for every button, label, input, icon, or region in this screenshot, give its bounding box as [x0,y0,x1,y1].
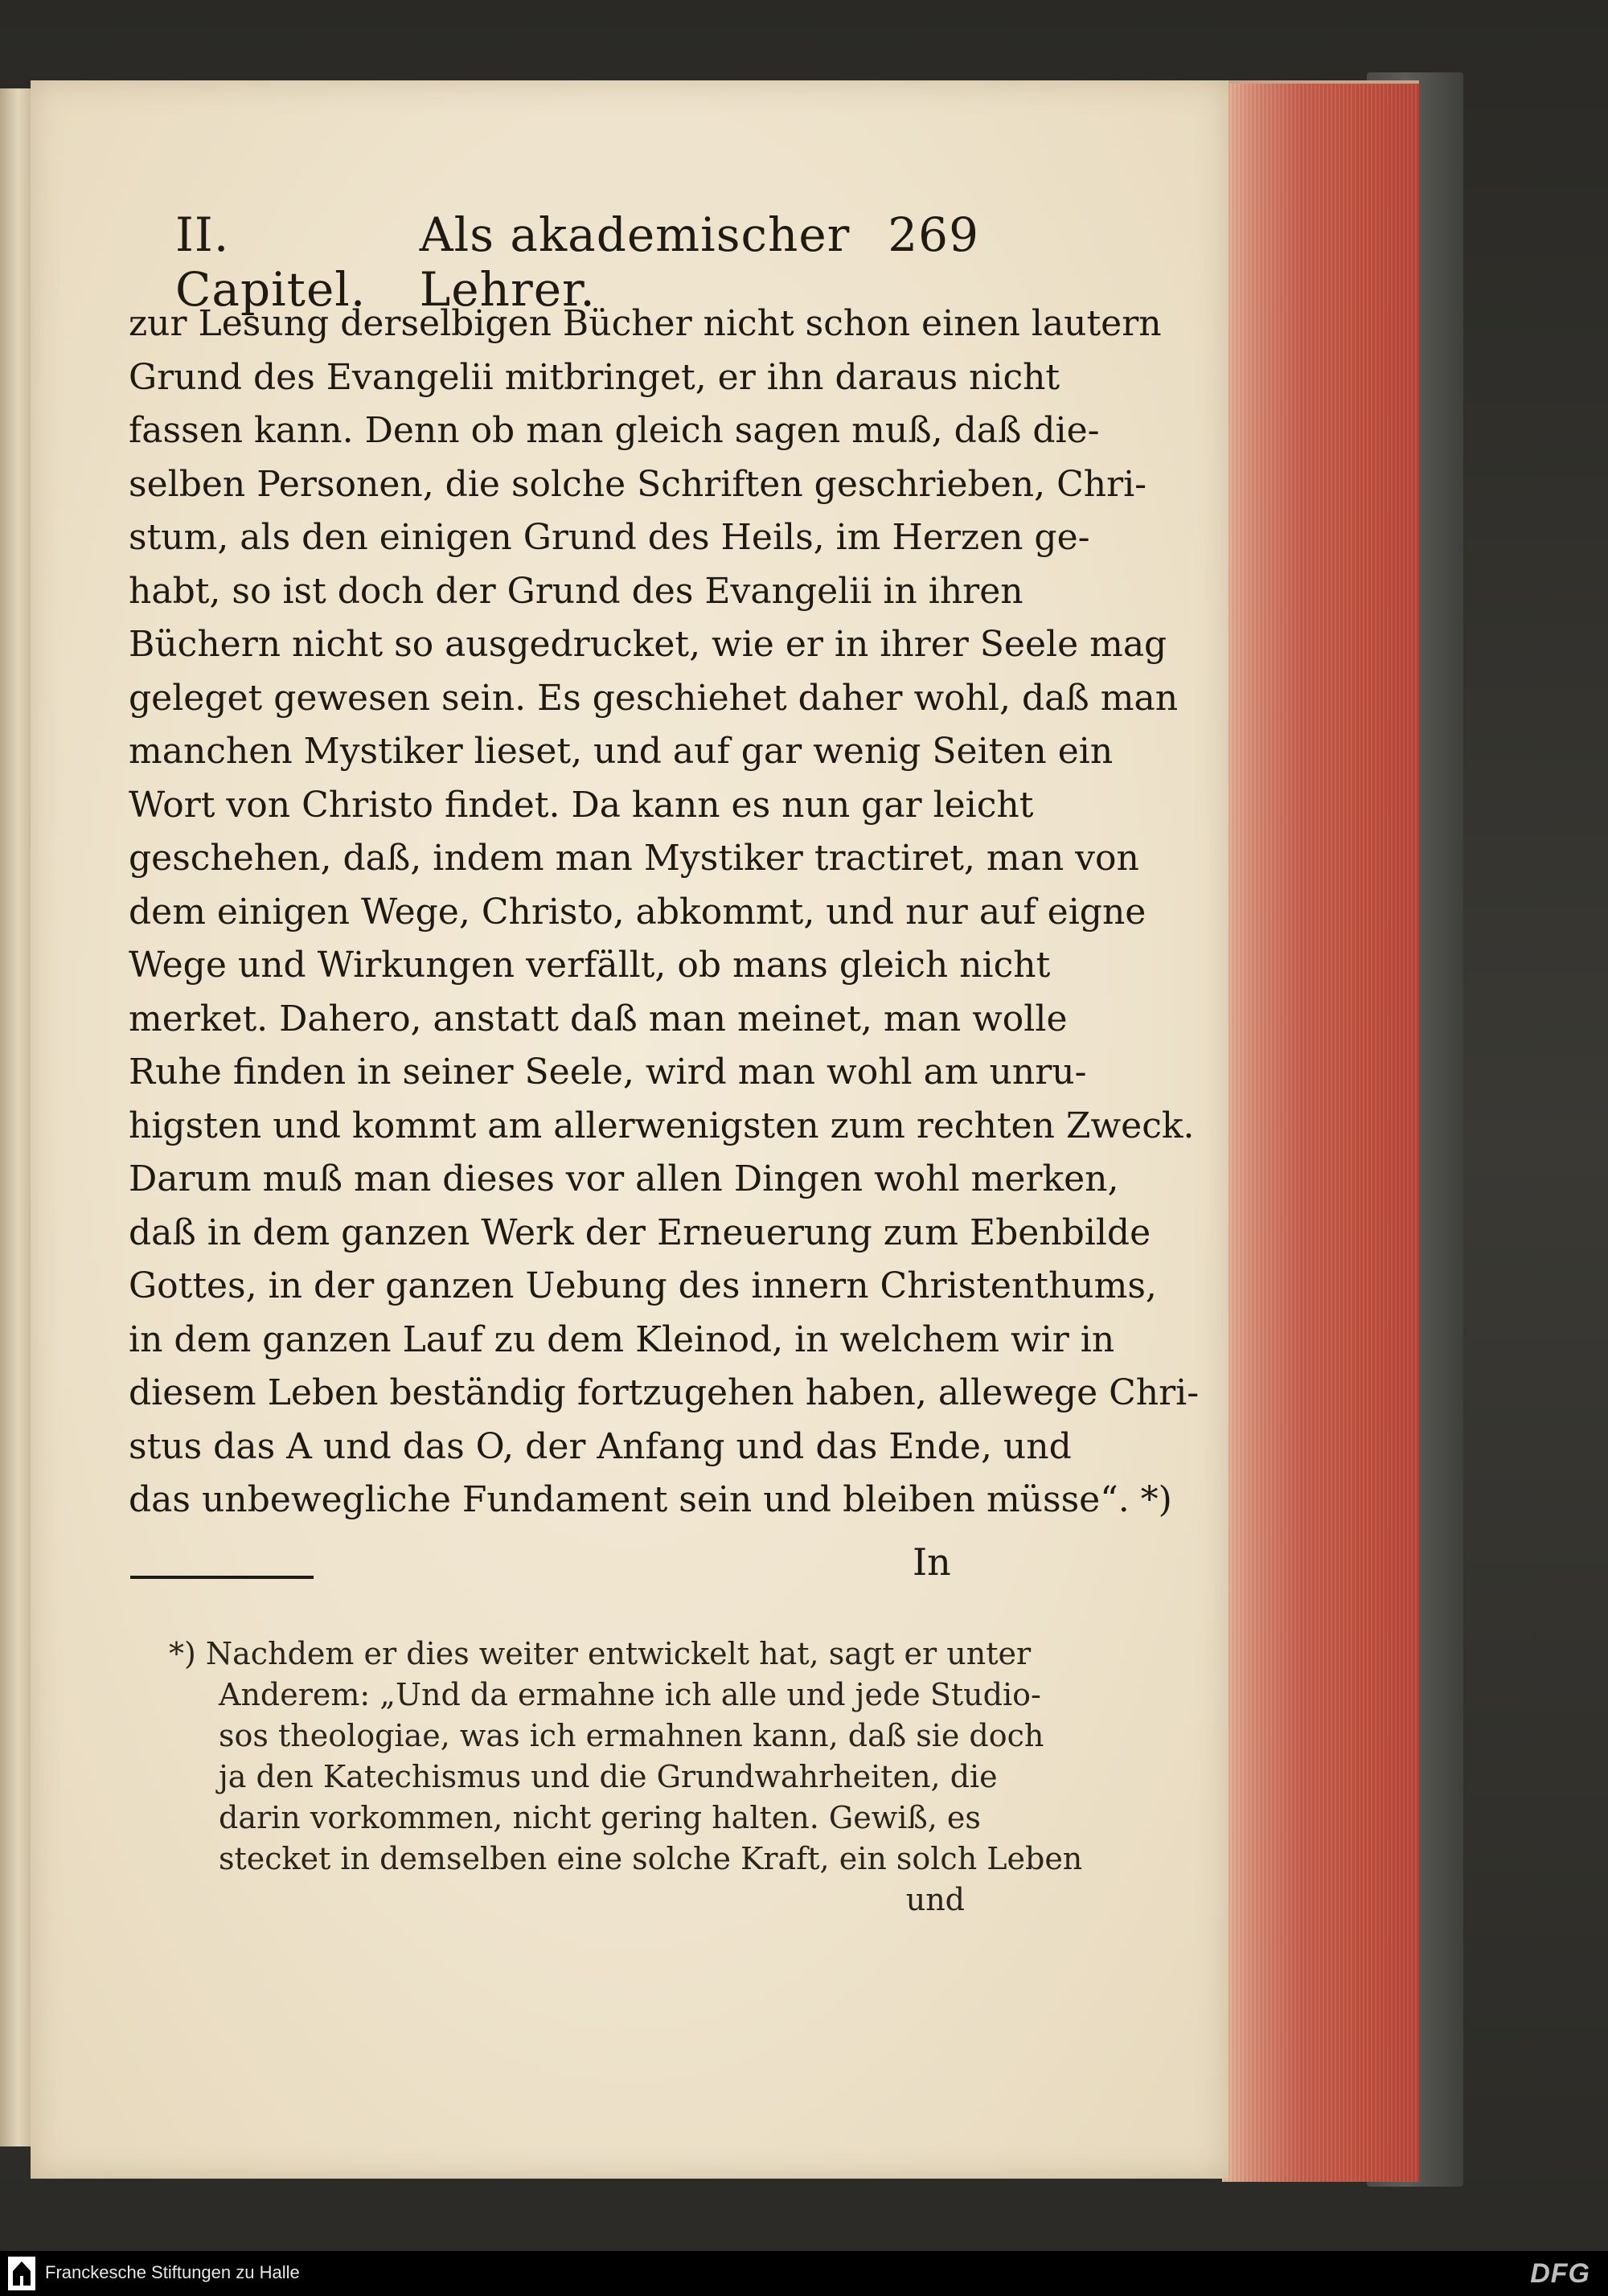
text-line: stum, als den einigen Grund des Heils, im Herzen ge- [129,517,1090,558]
footnote [169,1634,1083,1921]
text-line: Grund des Evangelii mitbringet, er ihn daraus nicht [129,356,1060,398]
running-title: Als akademischer Lehrer. [419,207,851,317]
text-line: selben Personen, die solche Schriften geschrieben, Chri- [129,463,1147,505]
footnote-line: stecket in demselben eine solche Kraft, ein solch Leben [219,1841,1083,1876]
text-line: zur Lesung derselbigen Bücher nicht schon einen lautern [129,303,1162,344]
footnote-line: sos theologiae, was ich ermahnen kann, daß sie doch [219,1718,1044,1753]
text-line: manchen Mystiker lieset, und auf gar wenig Seiten ein [129,731,1114,772]
text-line: geschehen, daß, indem man Mystiker tractiret, man von [129,838,1139,879]
text-line: Darum muß man dieses vor allen Dingen wohl merken, [129,1158,1119,1199]
text-line: daß in dem ganzen Werk der Erneuerung zum Ebenbilde [129,1212,1151,1253]
text-line: stus das A und das O, der Anfang und das Ende, und [129,1425,1072,1467]
facing-page-edge [0,88,32,2146]
text-line: diesem Leben beständig fortzugehen haben, allewege Chri- [129,1372,1200,1413]
footnote-line: *) Nachdem er dies weiter entwickelt hat, sagt er unter [169,1636,1032,1671]
chapter-label: II. Capitel. [175,207,367,317]
text-line: Wort von Christo findet. Da kann es nun gar leicht [129,784,1034,826]
text-line: habt, so ist doch der Grund des Evangelii in ihren [129,570,1023,612]
text-line: geleget gewesen sein. Es geschiehet daher wohl, daß man [129,677,1179,719]
text-line: das unbewegliche Fundament sein und bleiben müsse“. *) [129,1479,1172,1520]
building-icon [11,2260,32,2287]
text-line: merket. Dahero, anstatt daß man meinet, man wolle [129,998,1068,1039]
footnote-line: ja den Katechismus und die Grundwahrheiten, die [219,1759,998,1794]
catchword: In [913,1540,951,1584]
franckesche-stiftungen-logo-icon [8,2257,35,2290]
body-text [129,297,1200,1527]
text-line: Büchern nicht so ausgedrucket, wie er in ihrer Seele mag [129,624,1167,665]
page-block-edges [1222,80,1419,2182]
footnote-separator-rule [130,1576,314,1579]
text-line: fassen kann. Denn ob man gleich sagen muß, daß die- [129,410,1100,451]
footnote-line: und [905,1882,965,1917]
footnote-line: darin vorkommen, nicht gering halten. Gewiß, es [219,1800,981,1835]
text-line: higsten und kommt am allerwenigsten zum rechten Zweck. [129,1105,1195,1146]
text-line: Gottes, in der ganzen Uebung des innern Christenthums, [129,1265,1157,1306]
viewer-footer-bar [0,2251,1608,2296]
footnote-line: Anderem: „Und da ermahne ich alle und jede Studio- [219,1677,1041,1712]
text-line: Ruhe finden in seiner Seele, wird man wohl am unru- [129,1052,1087,1093]
text-line: dem einigen Wege, Christo, abkommt, und nur auf eigne [129,891,1147,933]
text-line: in dem ganzen Lauf zu dem Kleinod, in welchem wir in [129,1318,1115,1360]
institution-name: Franckesche Stiftungen zu Halle [45,2262,300,2282]
dfg-logo: DFG [1530,2257,1590,2289]
text-line: Wege und Wirkungen verfällt, ob mans gleich nicht [129,945,1051,986]
page-number: 269 [888,207,979,262]
